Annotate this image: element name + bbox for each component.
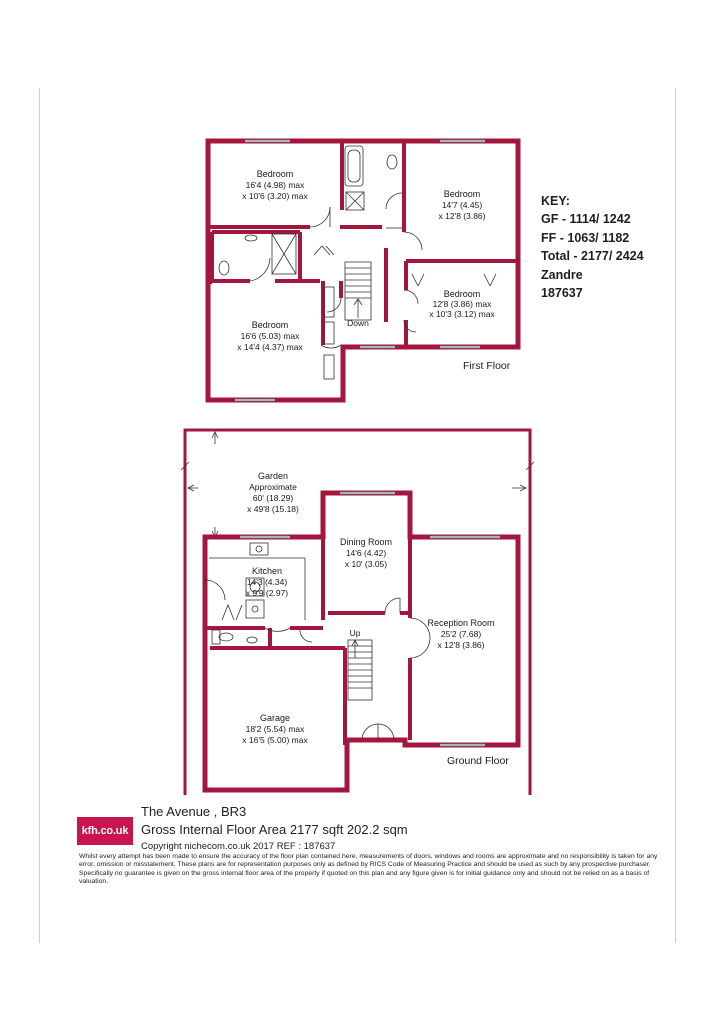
bedroom-4-dimension-2: x 14'4 (4.37) max (237, 342, 303, 352)
reception-room-dimension-2: x 12'8 (3.86) (437, 640, 485, 650)
bedroom-4-dimension-1: 16'6 (5.03) max (240, 331, 300, 341)
basin-icon-2 (247, 637, 257, 643)
ground-floor-fixtures (205, 543, 430, 740)
dining-room-dimension-1: 14'6 (4.42) (345, 548, 387, 558)
dining-room-dimension-2: x 10' (3.05) (344, 559, 388, 569)
key-ground-floor-area: GF - 1114/ 1242 (541, 212, 631, 227)
garden-markers (181, 432, 534, 537)
bedroom-3-dimension-1: 12'8 (3.86) max (432, 299, 492, 309)
first-floor-label: First Floor (463, 360, 511, 372)
garage-dimension-2: x 16'5 (5.00) max (242, 735, 308, 745)
kitchen-dimension-1: 14'3 (4.34) (246, 577, 288, 587)
bedroom-1-name: Bedroom (256, 169, 294, 179)
garden-name: Garden (257, 471, 289, 481)
reception-room-name: Reception Room (427, 618, 495, 628)
toilet-icon (387, 155, 397, 169)
garage-name: Garage (259, 713, 291, 723)
bedroom-2-name: Bedroom (443, 189, 481, 199)
plan-footer (141, 804, 408, 852)
copyright-notice: Copyright nichecom.co.uk 2017 REF : 187637 (141, 841, 336, 852)
kfh-logo: kfh.co.uk (77, 817, 133, 845)
property-address: The Avenue , BR3 (141, 804, 247, 819)
key-title: KEY: (541, 194, 570, 208)
floor-area-key (541, 192, 644, 302)
reception-room-dimension-1: 25'2 (7.68) (440, 629, 482, 639)
key-reference: 187637 (541, 286, 583, 301)
key-first-floor-area: FF - 1063/ 1182 (541, 230, 630, 245)
first-floor-plan (208, 140, 518, 401)
door-arc (310, 207, 330, 227)
bedroom-4-name: Bedroom (251, 320, 289, 330)
bedroom-1-dimension-1: 16'4 (4.98) max (245, 180, 305, 190)
key-property-name: Zandre (541, 267, 583, 282)
stairs-down-label: Down (347, 318, 369, 328)
gross-internal-area: Gross Internal Floor Area 2177 sqft 202.2 sqm (141, 822, 408, 837)
bedroom-1-dimension-2: x 10'6 (3.20) max (242, 191, 308, 201)
garden-dimension-1: 60' (18.29) (252, 493, 294, 503)
ground-floor-label: Ground Floor (447, 755, 509, 767)
kitchen-dimension-2: x 9'9 (2.97) (245, 588, 289, 598)
garage-dimension-1: 18'2 (5.54) max (245, 724, 305, 734)
disclaimer-text: Whilst every attempt has been made to ensure the accuracy of the floor plan contained here, measurements of doors, windows and rooms are approximate and no responsibility is taken for any error, omission or misstatement. These plans are for representation purposes only as defined by RICS Code of Measuring Practice and should be used as such by any prospective purchaser. Specifically no guarantee is given on the gross internal floor area of the property if quoted on this plan and any figure given is for initial guidance only and should not be relied on as a basis of valuation. (79, 853, 658, 886)
stairs-up-label: Up (349, 628, 361, 638)
bedroom-3-name: Bedroom (443, 289, 481, 299)
bedroom-2-dimension-2: x 12'8 (3.86) (438, 211, 486, 221)
key-total-area: Total - 2177/ 2424 (541, 249, 644, 264)
garden-dimension-2: x 49'8 (15.18) (247, 504, 299, 514)
kitchen-name: Kitchen (251, 566, 283, 576)
door-arc-kitchen (205, 580, 225, 600)
toilet-icon-2 (219, 261, 229, 275)
ground-floor-plan (181, 430, 534, 795)
sink-icon (250, 543, 268, 555)
toilet-icon-3 (219, 633, 233, 641)
basin-icon (245, 235, 257, 241)
dining-room-name: Dining Room (339, 537, 393, 547)
garden-line-2: Approximate (249, 482, 297, 492)
bedroom-2-dimension-1: 14'7 (4.45) (441, 200, 483, 210)
bedroom-3-dimension-2: x 10'3 (3.12) max (429, 309, 495, 319)
